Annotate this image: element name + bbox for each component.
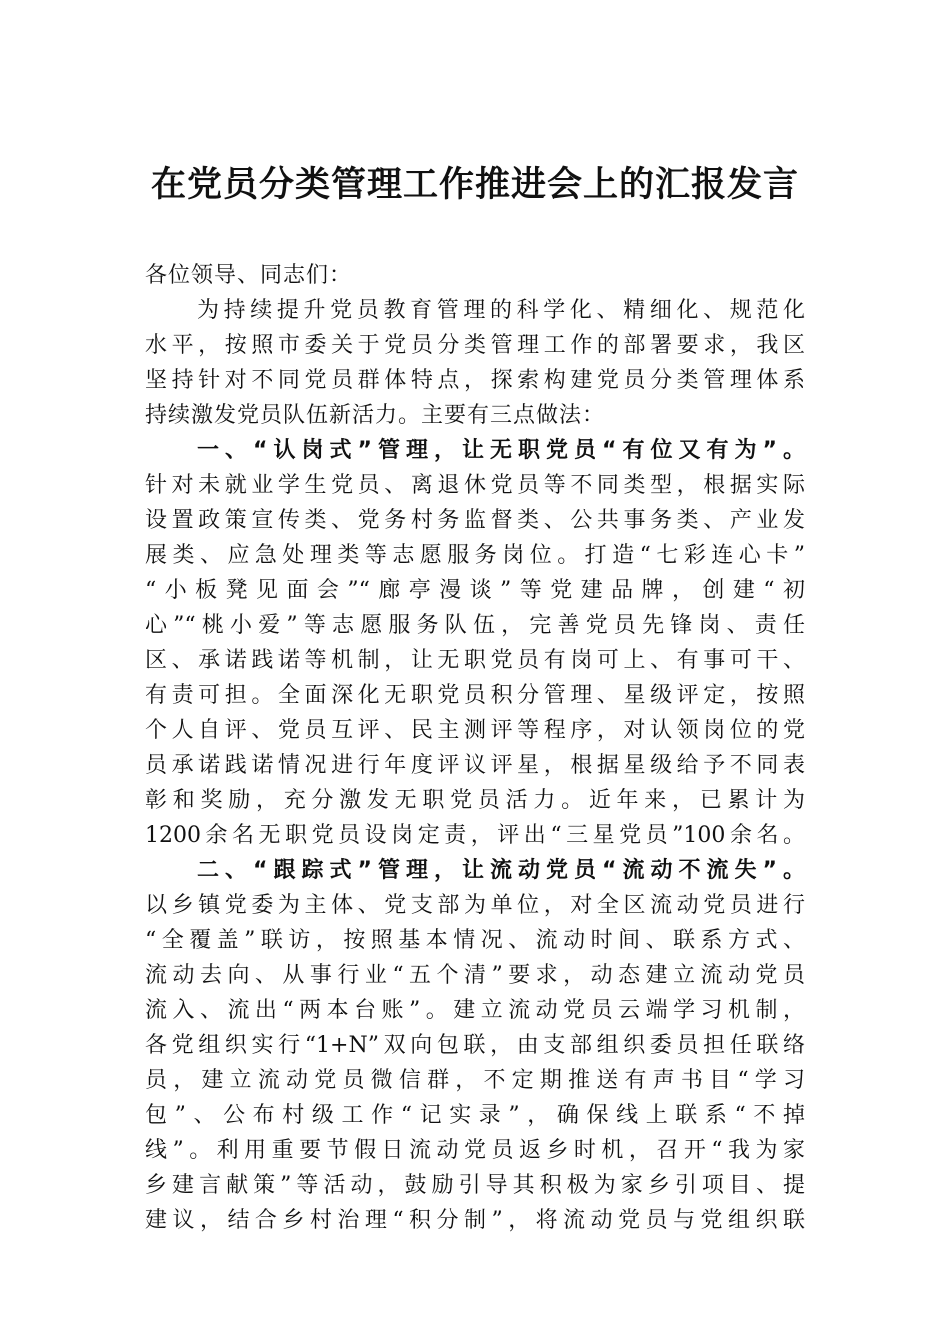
paragraph-line: 各党组织实行“1+N”双向包联，由支部组织委员担任联络 xyxy=(145,1033,805,1058)
paragraph-line: 心”“桃小爱”等志愿服务队伍，完善党员先锋岗、责任 xyxy=(145,613,805,638)
paragraph-line: 线”。利用重要节假日流动党员返乡时机，召开“我为家 xyxy=(145,1138,805,1163)
paragraph-line: 乡建言献策”等活动，鼓励引导其积极为家乡引项目、提 xyxy=(145,1173,805,1198)
paragraph-line: 针对未就业学生党员、离退休党员等不同类型，根据实际 xyxy=(145,473,805,498)
section-heading-1: 一、“认岗式”管理，让无职党员“有位又有为”。 xyxy=(197,438,805,463)
paragraph-line: 个人自评、党员互评、民主测评等程序，对认领岗位的党 xyxy=(145,718,805,743)
paragraph-line: 以乡镇党委为主体、党支部为单位，对全区流动党员进行 xyxy=(145,893,805,918)
paragraph-line: 为持续提升党员教育管理的科学化、精细化、规范化 xyxy=(197,298,805,323)
paragraph-line: 水平，按照市委关于党员分类管理工作的部署要求，我区 xyxy=(145,333,805,358)
paragraph-line: 包”、公布村级工作“记实录”，确保线上联系“不掉 xyxy=(145,1103,805,1128)
document-title: 在党员分类管理工作推进会上的汇报发言 xyxy=(150,164,799,205)
paragraph-line: “小板凳见面会”“廊亭漫谈”等党建品牌，创建“初 xyxy=(145,578,805,603)
paragraph-line: 展类、应急处理类等志愿服务岗位。打造“七彩连心卡” xyxy=(145,543,805,568)
paragraph-line: 持续激发党员队伍新活力。主要有三点做法： xyxy=(145,403,606,428)
paragraph-line: 有责可担。全面深化无职党员积分管理、星级评定，按照 xyxy=(145,683,805,708)
document-body xyxy=(145,258,805,1238)
paragraph-line: 员，建立流动党员微信群，不定期推送有声书目“学习 xyxy=(145,1068,805,1093)
paragraph-line: 建议，结合乡村治理“积分制”，将流动党员与党组织联 xyxy=(145,1208,805,1233)
paragraph-line: 彰和奖励，充分激发无职党员活力。近年来，已累计为 xyxy=(145,788,805,813)
paragraph-line: “全覆盖”联访，按照基本情况、流动时间、联系方式、 xyxy=(145,928,805,953)
paragraph-line: 1200余名无职党员设岗定责，评出“三星党员”100余名。 xyxy=(145,823,805,848)
paragraph-line: 设置政策宣传类、党务村务监督类、公共事务类、产业发 xyxy=(145,508,805,533)
paragraph-line: 员承诺践诺情况进行年度评议评星，根据星级给予不同表 xyxy=(145,753,805,778)
paragraph-line: 坚持针对不同党员群体特点，探索构建党员分类管理体系 xyxy=(145,368,805,393)
section-heading-2: 二、“跟踪式”管理，让流动党员“流动不流失”。 xyxy=(197,858,805,883)
salutation-line: 各位领导、同志们： xyxy=(145,263,353,288)
paragraph-line: 流动去向、从事行业“五个清”要求，动态建立流动党员 xyxy=(145,963,805,988)
paragraph-line: 流入、流出“两本台账”。建立流动党员云端学习机制， xyxy=(145,998,805,1023)
paragraph-line: 区、承诺践诺等机制，让无职党员有岗可上、有事可干、 xyxy=(145,648,805,673)
